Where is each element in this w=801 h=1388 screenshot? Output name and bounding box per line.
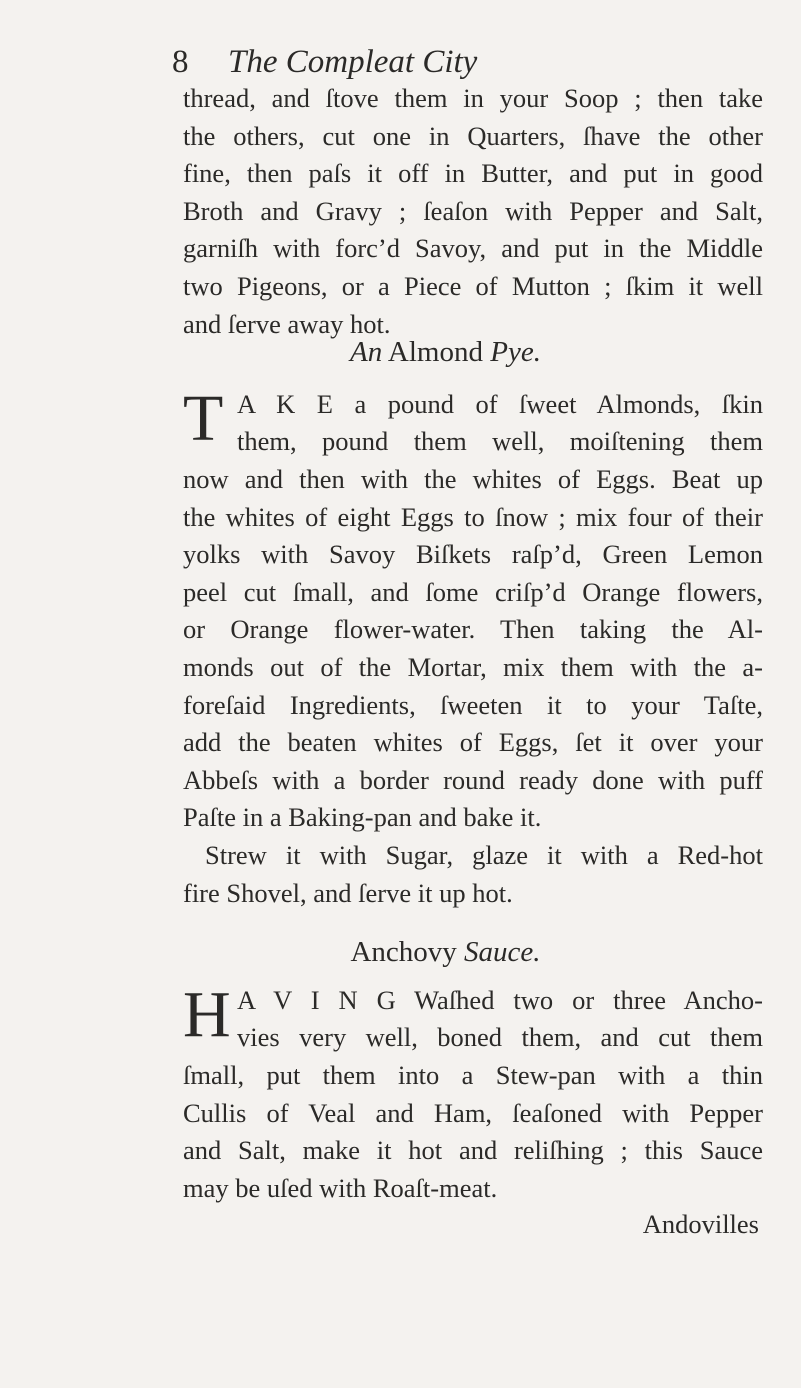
heading-prefix: An xyxy=(350,336,383,368)
catchword: Andovilles xyxy=(642,1209,759,1239)
text-line: the others, cut one in Quarters, ſhave the other xyxy=(183,120,763,151)
drop-cap-letter: T xyxy=(183,382,224,455)
text-line: Broth and Gravy ; ſeaſon with Pepper and Salt, xyxy=(183,195,763,226)
text-line: thread, and ſtove them in your Soop ; then take xyxy=(183,83,763,113)
text-line: Strew it with Sugar, glaze it with a Red-hot xyxy=(205,839,763,870)
text-line: may be uſed with Roaſt-meat. xyxy=(183,1172,498,1203)
text-line: fine, then paſs it off in Butter, and put in good xyxy=(183,158,763,189)
text-line: add the beaten whites of Eggs, ſet it over your xyxy=(183,727,763,758)
running-head-title: The Compleat City xyxy=(228,44,478,80)
text-line: ſmall, put them into a Stew-pan with a thin xyxy=(183,1060,763,1090)
heading-main: Anchovy xyxy=(350,936,457,968)
text-line: two Pigeons, or a Piece of Mutton ; ſkim it well xyxy=(183,270,763,301)
heading-suffix: Sauce. xyxy=(464,936,541,968)
anchovy-sauce-paragraph xyxy=(183,1057,763,1207)
heading-main: Almond xyxy=(387,336,483,368)
text-line: vies very well, boned them, and cut them xyxy=(237,1022,763,1052)
text-line: yolks with Savoy Biſkets raſp’d, Green Lemon xyxy=(183,539,763,570)
text-line: them, pound them well, moiſtening them xyxy=(237,426,763,456)
text-line: peel cut ſmall, and ſome criſp’d Orange flowers, xyxy=(183,576,763,607)
recipe-heading-almond-pye xyxy=(0,332,801,372)
text-line: the whites of eight Eggs to ſnow ; mix four of their xyxy=(183,501,763,532)
page-number: 8 xyxy=(172,44,189,80)
text-line: foreſaid Ingredients, ſweeten it to your Taſte, xyxy=(183,689,763,720)
text-line: garniſh with forc’d Savoy, and put in the Middle xyxy=(183,233,763,264)
text-line: Paſte in a Baking-pan and bake it. xyxy=(183,802,542,833)
drop-cap-letter: H xyxy=(183,978,231,1051)
text-line: now and then with the whites of Eggs. Beat up xyxy=(183,464,763,494)
almond-pye-paragraph xyxy=(183,461,763,912)
text-line: Cullis of Veal and Ham, ſeaſoned with Pepper xyxy=(183,1097,763,1128)
running-head xyxy=(172,42,477,82)
text-line: and ſerve away hot. xyxy=(183,308,391,339)
text-line: A K E a pound of ſweet Almonds, ſkin xyxy=(237,389,763,419)
text-line: or Orange flower-water. Then taking the Al- xyxy=(183,614,763,645)
continuation-paragraph xyxy=(183,80,763,343)
text-line: A V I N G Waſhed two or three Ancho- xyxy=(237,985,763,1015)
text-line: and Salt, make it hot and reliſhing ; this Sauce xyxy=(183,1135,763,1166)
text-line: fire Shovel, and ſerve it up hot. xyxy=(183,877,513,908)
heading-suffix: Pye. xyxy=(490,336,541,368)
recipe-heading-anchovy-sauce xyxy=(0,932,801,972)
text-line: Abbeſs with a border round ready done with puff xyxy=(183,764,763,795)
text-line: monds out of the Mortar, mix them with the a- xyxy=(183,651,763,682)
